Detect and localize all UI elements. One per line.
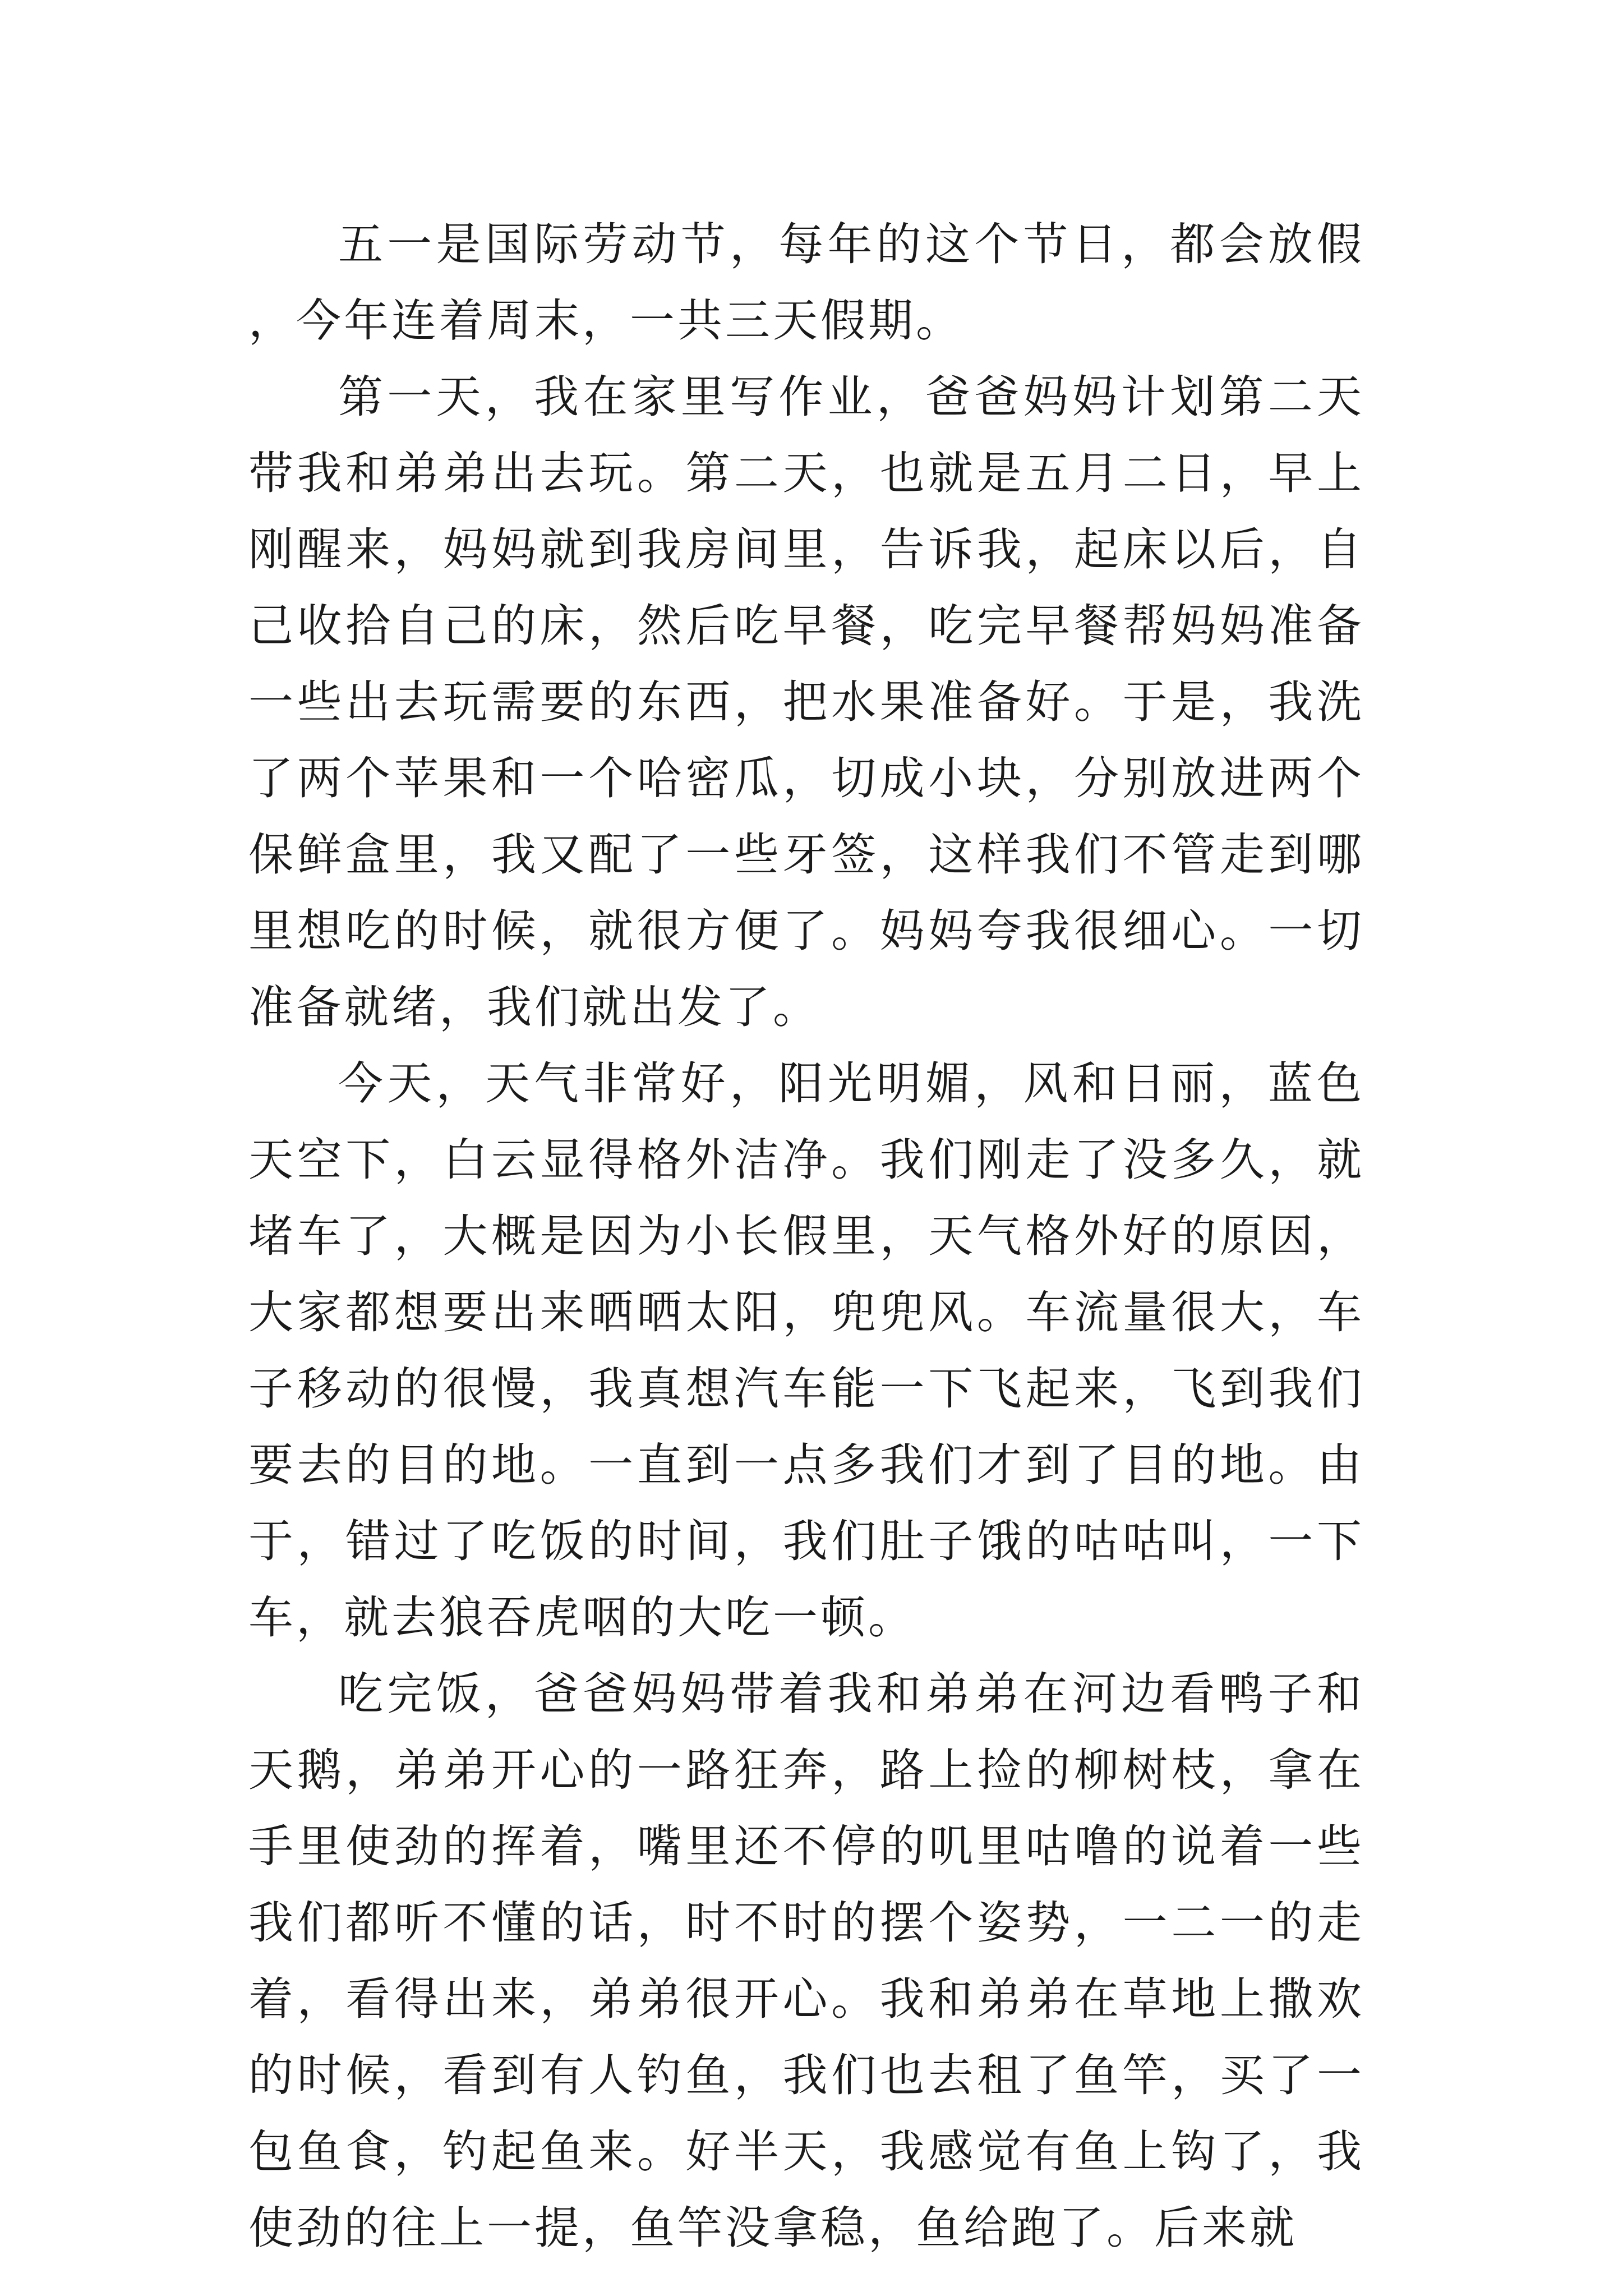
- essay-body: [248, 206, 1364, 2266]
- paragraph: 第一天，我在家里写作业，爸爸妈妈计划第二天带我和弟弟出去玩。第二天，也就是五月二日，早上刚醒来，妈妈就到我房间里，告诉我，起床以后，自己收拾自己的床，然后吃早餐，吃完早餐帮妈妈准备一些出去玩需要的东西，把水果准备好。于是，我洗了两个苹果和一个哈密瓜，切成小块，分别放进两个保鲜盒里，我又配了一些牙签，这样我们不管走到哪里想吃的时候，就很方便了。妈妈夸我很细心。一切准备就绪，我们就出发了。: [248, 371, 1364, 1033]
- paragraph: 五一是国际劳动节，每年的这个节日，都会放假，今年连着周末，一共三天假期。: [248, 218, 1364, 347]
- paragraph: 吃完饭，爸爸妈妈带着我和弟弟在河边看鸭子和天鹅，弟弟开心的一路狂奔，路上捡的柳树枝，拿在手里使劲的挥着，嘴里还不停的叽里咕噜的说着一些我们都听不懂的话，时不时的摆个姿势，一二一的走着，看得出来，弟弟很开心。我和弟弟在草地上撒欢的时候，看到有人钓鱼，我们也去租了鱼竿，买了一包鱼食，钓起鱼来。好半天，我感觉有鱼上钩了，我使劲的往上一提，鱼竿没拿稳，鱼给跑了。后来就: [248, 1668, 1364, 2254]
- paragraph: 今天，天气非常好，阳光明媚，风和日丽，蓝色天空下，白云显得格外洁净。我们刚走了没多久，就堵车了，大概是因为小长假里，天气格外好的原因，大家都想要出来晒晒太阳，兜兜风。车流量很大，车子移动的很慢，我真想汽车能一下飞起来，飞到我们要去的目的地。一直到一点多我们才到了目的地。由于，错过了吃饭的时间，我们肚子饿的咕咕叫，一下车，就去狼吞虎咽的大吃一顿。: [248, 1057, 1364, 1644]
